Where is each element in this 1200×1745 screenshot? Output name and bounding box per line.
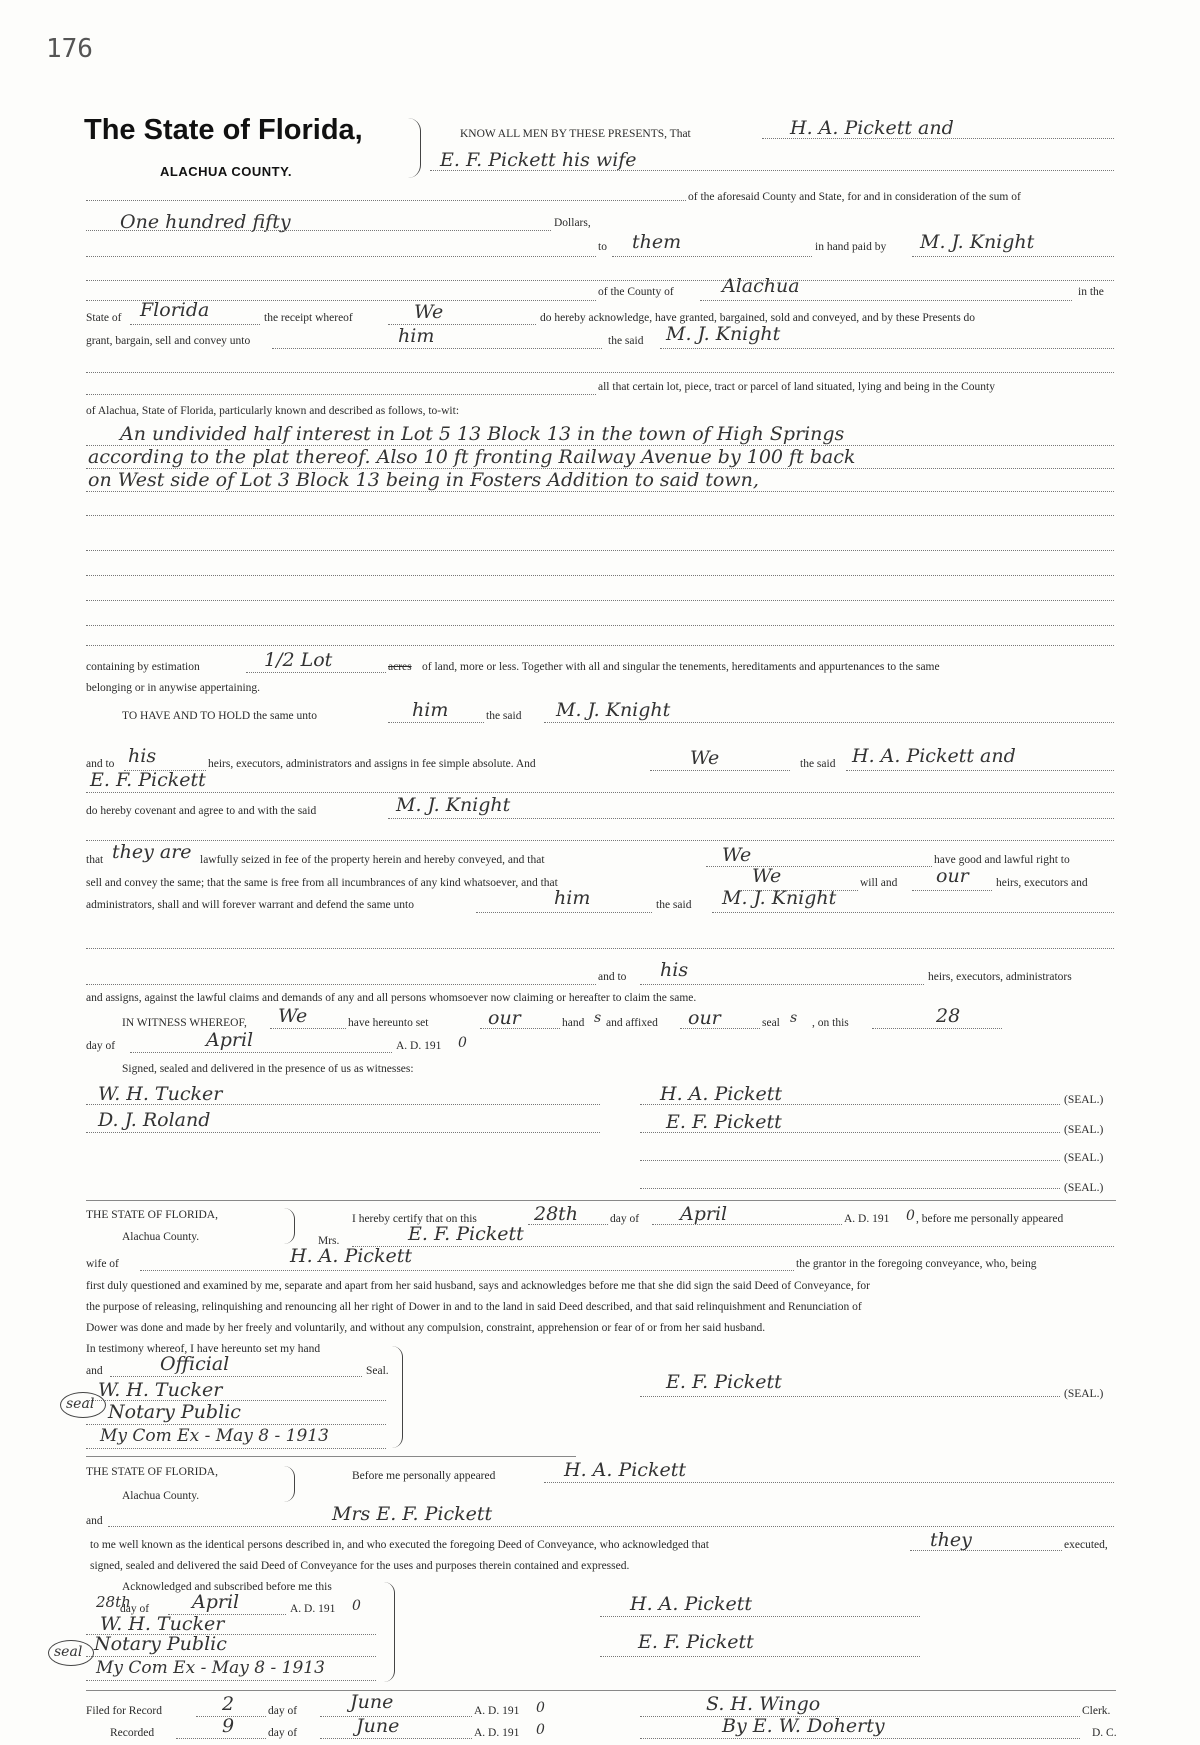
that-label: that xyxy=(86,854,104,866)
cert2-name-2: Mrs E. F. Pickett xyxy=(332,1503,493,1525)
state-of-label: State of xyxy=(86,312,122,324)
will-and-label: will and xyxy=(860,877,898,889)
his-2: his xyxy=(660,959,689,981)
signer-name-1: H. A. Pickett xyxy=(660,1083,782,1105)
acres-struck: acres xyxy=(388,661,412,673)
recorded-month: June xyxy=(356,1715,400,1737)
cert1-day-of: day of xyxy=(610,1213,640,1225)
cert1-month: April xyxy=(680,1203,728,1225)
grantee-name-2: M. J. Knight xyxy=(666,323,781,345)
cert2-brace xyxy=(284,1466,295,1502)
clerk-name: S. H. Wingo xyxy=(706,1693,821,1715)
cert1-mrs: Mrs. xyxy=(318,1235,340,1247)
they-are: they are xyxy=(112,841,192,863)
cert2-month: April xyxy=(192,1591,240,1613)
and-to-label: and to xyxy=(86,758,115,770)
of-county-label: of the County of xyxy=(598,286,674,298)
assigns-claims-text: and assigns, against the lawful claims and demands of any and all persons whomsoever now claiming or hereafter to claim the same. xyxy=(86,992,697,1004)
cert1-certify: I hereby certify that on this xyxy=(352,1213,477,1225)
grantors-2-line2: E. F. Pickett xyxy=(90,769,206,791)
seized-text: lawfully seized in fee of the property herein and hereby conveyed, and that xyxy=(200,854,545,866)
cert2-signed-text: signed, sealed and delivered the said Deed of Conveyance for the uses and purposes therein contained and expressed. xyxy=(90,1560,630,1572)
the-said-2: the said xyxy=(800,758,836,770)
dollars-label: Dollars, xyxy=(554,217,591,229)
cert2-state: THE STATE OF FLORIDA, xyxy=(86,1466,218,1478)
his-1: his xyxy=(128,745,157,767)
seal-label: seal xyxy=(762,1017,780,1029)
legal-description-line3: on West side of Lot 3 Block 13 being in Fosters Addition to said town, xyxy=(88,469,759,491)
state-name: Florida xyxy=(140,299,210,321)
cert1-year-digit: 0 xyxy=(906,1208,915,1224)
cert2-ad-year: A. D. 191 xyxy=(290,1603,336,1615)
cert1-grantor-text: the grantor in the foregoing conveyance, who, being xyxy=(796,1258,1037,1270)
cert2-known-text: to me well known as the identical persons described in, and who executed the foregoing Deed of Conveyance, who acknowledged that xyxy=(90,1539,709,1551)
legal-description-line2: according to the plat thereof. Also 10 ft fronting Railway Avenue by 100 ft back xyxy=(88,446,856,468)
cert2-ack-subscribed: Acknowledged and subscribed before me this xyxy=(122,1581,332,1593)
land-more-less: of land, more or less. Together with all and singular the tenements, hereditaments and appurtenances to the same xyxy=(422,661,940,673)
grantee-name-4: M. J. Knight xyxy=(396,794,511,816)
aforesaid-text: of the aforesaid County and State, for and in consideration of the sum of xyxy=(688,191,1021,203)
cert1-official: Official xyxy=(160,1353,230,1375)
witness-name-2: D. J. Roland xyxy=(98,1109,211,1131)
cert1-husband: H. A. Pickett xyxy=(290,1245,412,1267)
the-said-label: the said xyxy=(608,335,644,347)
grant-text: grant, bargain, sell and convey unto xyxy=(86,335,251,347)
cert1-seal-text: seal xyxy=(66,1396,95,1412)
cert1-testimony: In testimony whereof, I have hereunto set my hand xyxy=(86,1343,321,1355)
header-brace xyxy=(408,118,421,178)
hand-label: hand xyxy=(562,1017,585,1029)
we-2: We xyxy=(690,747,720,769)
filed-day: 2 xyxy=(222,1693,235,1715)
hand-suffix: s xyxy=(594,1010,602,1026)
we-3: We xyxy=(722,844,752,866)
habendum-the-said: the said xyxy=(486,710,522,722)
county-name: Alachua xyxy=(722,275,800,297)
cert1-commission: My Com Ex - May 8 - 1913 xyxy=(100,1426,329,1446)
cert1-day: 28th xyxy=(534,1203,579,1225)
cert2-signer-1: H. A. Pickett xyxy=(630,1593,752,1615)
cert1-para1: first duly questioned and examined by me, separate and apart from her said husband, says and acknowledges before me that she did sign the said Deed of Conveyance, for xyxy=(86,1280,870,1292)
grantee-name-5: M. J. Knight xyxy=(722,887,837,909)
county-heading: ALACHUA COUNTY. xyxy=(160,164,292,179)
good-right-text: have good and lawful right to xyxy=(934,854,1070,866)
legal-description-line1: An undivided half interest in Lot 5 13 Block 13 in the town of High Springs xyxy=(120,423,845,445)
signer-name-2: E. F. Pickett xyxy=(666,1111,782,1133)
cert1-mrs-name: E. F. Pickett xyxy=(408,1223,524,1245)
lot-text: all that certain lot, piece, tract or parcel of land situated, lying and being in the County xyxy=(598,381,995,393)
cert2-seal-text: seal xyxy=(54,1644,83,1660)
filed-label: Filed for Record xyxy=(86,1705,163,1717)
witness-month: April xyxy=(206,1029,254,1051)
cert1-wife-of: wife of xyxy=(86,1258,119,1270)
cert2-day-of: day of xyxy=(120,1603,150,1615)
we-4: We xyxy=(752,865,782,887)
cert2-notary-brace xyxy=(384,1582,395,1682)
cert1-para3: Dower was done and made by her freely and voluntarily, and without any compulsion, constraint, apprehension or fear of or from her said husband. xyxy=(86,1322,766,1334)
seal-mark-4: (SEAL.) xyxy=(1064,1182,1104,1194)
grantors-2-line1: H. A. Pickett and xyxy=(852,745,1016,767)
clerk-label: Clerk. xyxy=(1082,1705,1111,1717)
cert1-notary-brace xyxy=(392,1346,403,1448)
seal-suffix: s xyxy=(790,1010,798,1026)
seal-mark-3: (SEAL.) xyxy=(1064,1152,1104,1164)
and-to-label-2: and to xyxy=(598,971,627,983)
cert2-and: and xyxy=(86,1515,103,1527)
cert1-seal-word: Seal. xyxy=(366,1365,389,1377)
witness-year-digit: 0 xyxy=(458,1035,467,1051)
recorded-ad-year: A. D. 191 xyxy=(474,1727,520,1739)
on-this-label: , on this xyxy=(812,1017,849,1029)
him-4: him xyxy=(554,887,591,909)
habendum-whom: him xyxy=(412,699,449,721)
cert2-signer-2: E. F. Pickett xyxy=(638,1631,754,1653)
habendum-text: TO HAVE AND TO HOLD the same unto xyxy=(122,710,317,722)
cert1-signature: E. F. Pickett xyxy=(666,1371,782,1393)
receipt-label: the receipt whereof xyxy=(264,312,353,324)
cert1-para2: the purpose of releasing, relinquishing and renouncing all her right of Dower in and to the land in said Deed described, and that said relinquishment and Renunciation of xyxy=(86,1301,862,1313)
in-witness-label: IN WITNESS WHEREOF, xyxy=(122,1017,247,1029)
day-of-label: day of xyxy=(86,1040,116,1052)
cert1-and: and xyxy=(86,1365,103,1377)
recorded-day: 9 xyxy=(222,1715,235,1737)
cert2-day: 28th xyxy=(96,1593,131,1611)
unto-whom: him xyxy=(398,325,435,347)
heirs-executors-and: heirs, executors and xyxy=(996,877,1088,889)
grantee-name-3: M. J. Knight xyxy=(556,699,671,721)
administrators-text: administrators, shall and will forever warrant and defend the same unto xyxy=(86,899,414,911)
filed-month: June xyxy=(350,1691,394,1713)
cert1-rule xyxy=(86,1200,1116,1201)
recorded-label: Recorded xyxy=(110,1727,155,1739)
seal-mark-1: (SEAL.) xyxy=(1064,1094,1104,1106)
cert2-before-me: Before me personally appeared xyxy=(352,1470,496,1482)
state-title: The State of Florida, xyxy=(84,114,363,146)
cert1-notary-name: W. H. Tucker xyxy=(98,1379,223,1401)
hereunto-set-label: have hereunto set xyxy=(348,1017,429,1029)
witness-our-2: our xyxy=(688,1007,721,1029)
cert2-executed: executed, xyxy=(1064,1539,1108,1551)
dc-label: D. C. xyxy=(1092,1727,1117,1739)
witness-day: 28 xyxy=(936,1005,961,1027)
in-hand-paid-label: in hand paid by xyxy=(815,241,887,253)
filing-rule xyxy=(86,1690,1116,1691)
we-1: We xyxy=(414,301,444,323)
cert2-county: Alachua County. xyxy=(122,1490,200,1502)
seal-mark-2: (SEAL.) xyxy=(1064,1124,1104,1136)
signed-sealed-text: Signed, sealed and delivered in the presence of us as witnesses: xyxy=(122,1063,414,1075)
preamble-text: KNOW ALL MEN BY THESE PRESENTS, That xyxy=(460,128,691,140)
amount-words: One hundred fifty xyxy=(120,211,291,233)
described-text: of Alachua, State of Florida, particularly known and described as follows, to-wit: xyxy=(86,405,460,417)
our-1: our xyxy=(936,865,969,887)
estimation-value: 1/2 Lot xyxy=(264,649,333,671)
grantors-line2: E. F. Pickett his wife xyxy=(440,149,637,171)
acknowledge-text: do hereby acknowledge, have granted, bargained, sold and conveyed, and by these Presents do xyxy=(540,312,976,324)
cert1-appeared: , before me personally appeared xyxy=(916,1213,1064,1225)
to-label: to xyxy=(598,241,607,253)
witness-we: We xyxy=(278,1005,308,1027)
cert1-ad-year: A. D. 191 xyxy=(844,1213,890,1225)
cert2-rule xyxy=(86,1456,576,1457)
cert2-name-1: H. A. Pickett xyxy=(564,1459,686,1481)
belonging-text: belonging or in anywise appertaining. xyxy=(86,682,261,694)
witness-name-1: W. H. Tucker xyxy=(98,1083,223,1105)
ad-year-label: A. D. 191 xyxy=(396,1040,442,1052)
filed-day-of: day of xyxy=(268,1705,298,1717)
covenant-text: do hereby covenant and agree to and with the said xyxy=(86,805,317,817)
cert1-notary-title: Notary Public xyxy=(108,1401,241,1423)
cert1-brace xyxy=(284,1208,295,1244)
recorded-year-digit: 0 xyxy=(536,1722,545,1738)
cert1-state: THE STATE OF FLORIDA, xyxy=(86,1209,218,1221)
cert1-county: Alachua County. xyxy=(122,1231,200,1243)
witness-our-1: our xyxy=(488,1007,521,1029)
recorded-day-of: day of xyxy=(268,1727,298,1739)
heirs-admin-text: heirs, executors, administrators xyxy=(928,971,1072,983)
grantee-name: M. J. Knight xyxy=(920,231,1035,253)
cert2-commission: My Com Ex - May 8 - 1913 xyxy=(96,1658,325,1678)
filed-year-digit: 0 xyxy=(536,1700,545,1716)
sell-convey-text: sell and convey the same; that the same is free from all incumbrances of any kind whatsoever, and that xyxy=(86,877,558,889)
filed-ad-year: A. D. 191 xyxy=(474,1705,520,1717)
affixed-label: and affixed xyxy=(606,1017,658,1029)
heirs-fee-simple: heirs, executors, administrators and assigns in fee simple absolute. And xyxy=(208,758,536,770)
the-said-4: the said xyxy=(656,899,692,911)
cert2-they: they xyxy=(930,1529,972,1551)
cert2-notary-name: W. H. Tucker xyxy=(100,1613,225,1635)
page-number: 176 xyxy=(46,34,93,64)
to-whom: them xyxy=(632,231,682,253)
cert1-seal-mark: (SEAL.) xyxy=(1064,1388,1104,1400)
containing-label: containing by estimation xyxy=(86,661,200,673)
in-the-label: in the xyxy=(1078,286,1104,298)
cert2-notary-title: Notary Public xyxy=(94,1633,227,1655)
deputy-name: By E. W. Doherty xyxy=(722,1715,885,1737)
grantors-line1: H. A. Pickett and xyxy=(790,117,954,139)
cert2-year-digit: 0 xyxy=(352,1598,361,1614)
